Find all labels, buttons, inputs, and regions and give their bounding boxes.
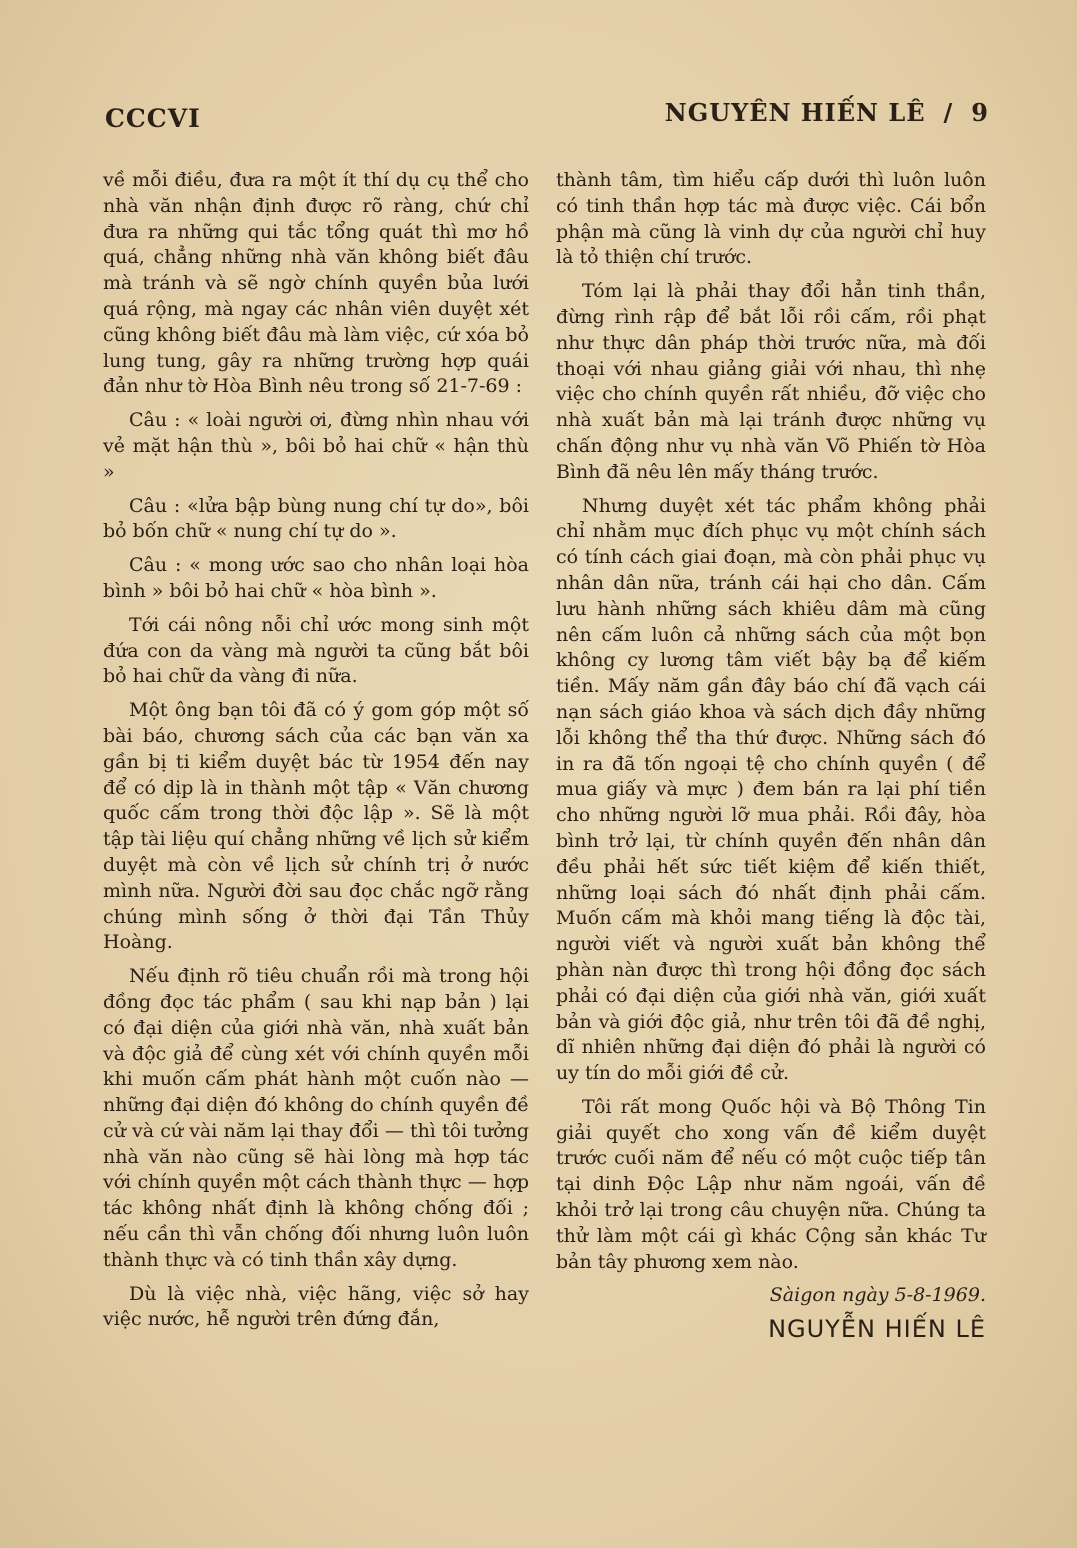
paragraph: Nếu định rõ tiêu chuẩn rồi mà trong hội đồng đọc tác phẩm ( sau khi nạp bản ) lại có đại diện của giới nhà văn, nhà xuất bản và độc giả để cùng xét với chính quyền mỗi khi muốn cấm phát hành một cuốn nào — những đại diện đó không do chính quyền đề cử và cứ vài năm lại thay đổi — thì tôi tưởng nhà văn nào cũng sẽ hài lòng mà hợp tác với chính quyền một cách thành thực — hợp tác không nhất định là không chống đối ; nếu cần thì vẫn chống đối nhưng luôn luôn thành thực và có tinh thần xây dựng.: [103, 965, 529, 1271]
paragraph: Câu : « loài người ơi, đừng nhìn nhau với vẻ mặt hận thù », bôi bỏ hai chữ « hận thù »: [103, 409, 529, 483]
header-page-number: 9: [971, 98, 989, 127]
paragraph: Một ông bạn tôi đã có ý gom góp một số bài báo, chương sách của các bạn văn xa gần bị ti kiểm duyệt bác từ 1954 đến nay để có dịp là in thành một tập « Văn chương quốc cấm trong thời độc lập ». Sẽ là một tập tài liệu quí chẳng những về lịch sử kiểm duyệt mà còn về lịch sử chính trị ở nước mình nữa. Người đời sau đọc chắc ngỡ rằng chúng mình sống ở thời đại Tần Thủy Hoàng.: [103, 699, 529, 954]
paragraph: Câu : « mong ước sao cho nhân loại hòa bình » bôi bỏ hai chữ « hòa bình ».: [103, 554, 529, 602]
author-signature: NGUYỄN HIẾN LÊ: [768, 1315, 986, 1344]
date-line: Sàigon ngày 5-8-1969.: [769, 1284, 986, 1307]
paragraph: Dù là việc nhà, việc hãng, việc sở hay việc nước, hễ người trên đứng đắn,: [103, 1282, 529, 1331]
paragraph: Câu : «lửa bập bùng nung chí tự do», bôi bỏ bốn chữ « nung chí tự do ».: [103, 494, 529, 543]
paragraph: thành tâm, tìm hiểu cấp dưới thì luôn luôn có tinh thần hợp tác mà được việc. Cái bổn phận mà cũng là vinh dự của người chỉ huy là tỏ thiện chí trước.: [556, 169, 986, 269]
paragraph: về mỗi điều, đưa ra một ít thí dụ cụ thể cho nhà văn nhận định được rõ ràng, chứ chỉ đưa ra những qui tắc tổng quát thì mơ hồ quá, chẳng những nhà văn không biết đâu mà tránh và sẽ ngờ chính quyền bủa lưới quá rộng, mà ngay các nhân viên duyệt xét cũng không biết đâu mà làm việc, cứ xóa bỏ lung tung, gây ra những trường hợp quái đản như tờ Hòa Bình nêu trong số 21-7-69 :: [103, 169, 529, 398]
paragraph: Tới cái nông nỗi chỉ ước mong sinh một đứa con da vàng mà người ta cũng bắt bôi bỏ hai chữ da vàng đi nữa.: [103, 613, 529, 688]
page-roman-numeral: CCCVI: [105, 104, 201, 133]
running-header: [665, 98, 989, 127]
header-author: NGUYÊN HIẾN LÊ: [664, 98, 926, 127]
right-column: [556, 168, 986, 1343]
paragraph: Nhưng duyệt xét tác phẩm không phải chỉ nhằm mục đích phục vụ một chính sách có tính cách giai đoạn, mà còn phải phục vụ nhân dân nữa, tránh cái hại cho dân. Cấm lưu hành những sách khiêu dâm mà cũng nên cấm luôn cả những sách của một bọn không cy lương tâm viết bậy bạ để kiếm tiền. Mấy năm gần đây báo chí đã vạch cái nạn sách giáo khoa và sách dịch đầy những lỗi không thể tha thứ được. Những sách đó in ra đã tốn ngoại tệ cho chính quyền ( để mua giấy và mực ) đem bán ra lại phí tiền cho những người lỡ mua phải. Rồi đây, hòa bình trở lại, từ chính quyền đến nhân dân đều phải hết sức tiết kiệm để kiến thiết, những loại sách đó nhất định phải cấm. Muốn cấm mà khỏi mang tiếng là độc tài, người viết và người xuất bản không thể phàn nàn được thì trong hội đồng đọc sách phải có đại diện của giới nhà văn, giới xuất bản và giới độc giả, như trên tôi đã đề nghị, dĩ nhiên những đại diện đó phải là người có uy tín do mỗi giới đề cử.: [556, 494, 986, 1085]
paragraph: Tóm lại là phải thay đổi hẳn tinh thần, đừng rình rập để bắt lỗi rồi cấm, rồi phạt như thực dân pháp thời trước nữa, mà đối thoại với nhau giảng giải với nhau, thì nhẹ việc cho chính quyền rất nhiều, đỡ việc cho nhà xuất bản mà lại tránh được những vụ chấn động như vụ nhà văn Võ Phiến tờ Hòa Bình đã nêu lên mấy tháng trước.: [556, 280, 986, 483]
left-column: [103, 168, 529, 1341]
header-separator: /: [943, 98, 954, 127]
paragraph: Tôi rất mong Quốc hội và Bộ Thông Tin giải quyết cho xong vấn đề kiểm duyệt trước cuối năm để nếu có một cuộc tiếp tân tại dinh Độc Lập như năm ngoái, vấn đề khỏi trở lại trong câu chuyện nữa. Chúng ta thử làm một cái gì khác Cộng sản khác Tư bản tây phương xem nào.: [556, 1095, 986, 1273]
